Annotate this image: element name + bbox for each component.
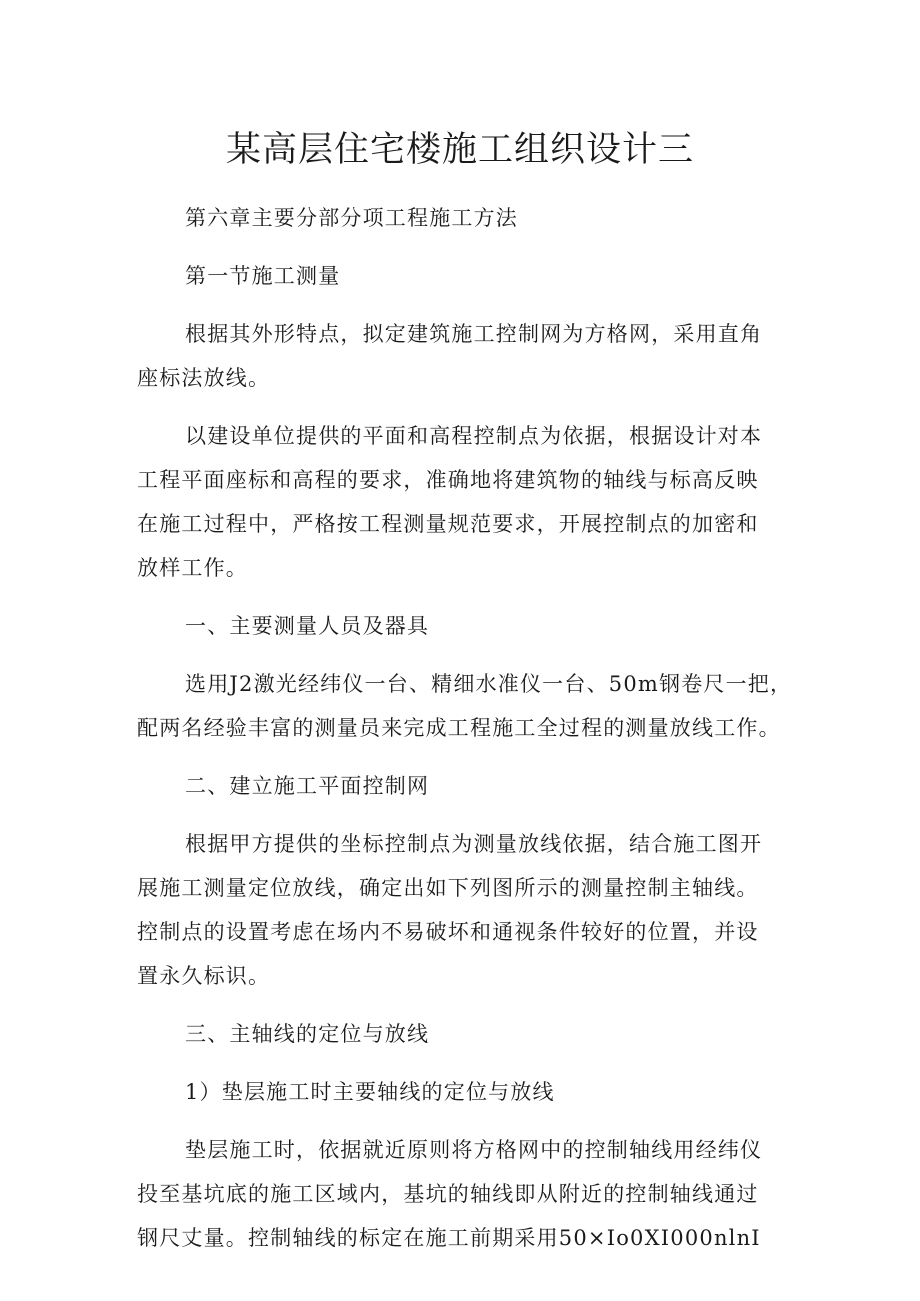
document-title: 某高层住宅楼施工组织设计三 bbox=[225, 130, 694, 170]
text-line: 展施工测量定位放线，确定出如下列图所示的测量控制主轴线。 bbox=[137, 876, 759, 900]
subsection-heading bbox=[137, 1012, 817, 1056]
chapter-heading bbox=[137, 196, 817, 240]
subsection-heading bbox=[137, 1070, 817, 1114]
text-line: 钢尺丈量。控制轴线的标定在施工前期采用50×Io0XI000nlnI bbox=[137, 1226, 761, 1250]
paragraph bbox=[137, 1128, 817, 1260]
text-line: 配两名经验丰富的测量员来完成工程施工全过程的测量放线工作。 bbox=[137, 716, 781, 740]
text-line: 二、建立施工平面控制网 bbox=[185, 774, 430, 798]
paragraph bbox=[137, 312, 817, 400]
text-line: 工程平面座标和高程的要求，准确地将建筑物的轴线与标高反映 bbox=[137, 468, 759, 492]
text-line: 放样工作。 bbox=[137, 556, 248, 580]
paragraph bbox=[137, 662, 817, 750]
text-line: 座标法放线。 bbox=[137, 366, 271, 390]
text-line: 置永久标识。 bbox=[137, 964, 271, 988]
paragraph bbox=[137, 414, 817, 590]
text-line: 第六章主要分部分项工程施工方法 bbox=[185, 206, 518, 230]
text-line: 根据甲方提供的坐标控制点为测量放线依据，结合施工图开 bbox=[185, 832, 763, 856]
document-body bbox=[137, 196, 817, 1260]
text-line: 三、主轴线的定位与放线 bbox=[185, 1022, 430, 1046]
subsection-heading bbox=[137, 604, 817, 648]
text-line: 以建设单位提供的平面和高程控制点为依据，根据设计对本 bbox=[185, 424, 763, 448]
subsection-heading bbox=[137, 764, 817, 808]
text-line: 在施工过程中，严格按工程测量规范要求，开展控制点的加密和 bbox=[137, 512, 759, 536]
text-line: 垫层施工时，依据就近原则将方格网中的控制轴线用经纬仪 bbox=[185, 1138, 763, 1162]
text-line: 第一节施工测量 bbox=[185, 264, 341, 288]
text-line: 1）垫层施工时主要轴线的定位与放线 bbox=[185, 1080, 555, 1104]
text-line: 投至基坑底的施工区域内，基坑的轴线即从附近的控制轴线通过 bbox=[137, 1182, 759, 1206]
text-line: 选用J2激光经纬仪一台、精细水准仪一台、50m钢卷尺一把， bbox=[185, 672, 793, 696]
paragraph bbox=[137, 822, 817, 998]
text-line: 控制点的设置考虑在场内不易破坏和通视条件较好的位置，并设 bbox=[137, 920, 759, 944]
section-heading bbox=[137, 254, 817, 298]
text-line: 根据其外形特点，拟定建筑施工控制网为方格网，采用直角 bbox=[185, 322, 763, 346]
text-line: 一、主要测量人员及器具 bbox=[185, 614, 430, 638]
